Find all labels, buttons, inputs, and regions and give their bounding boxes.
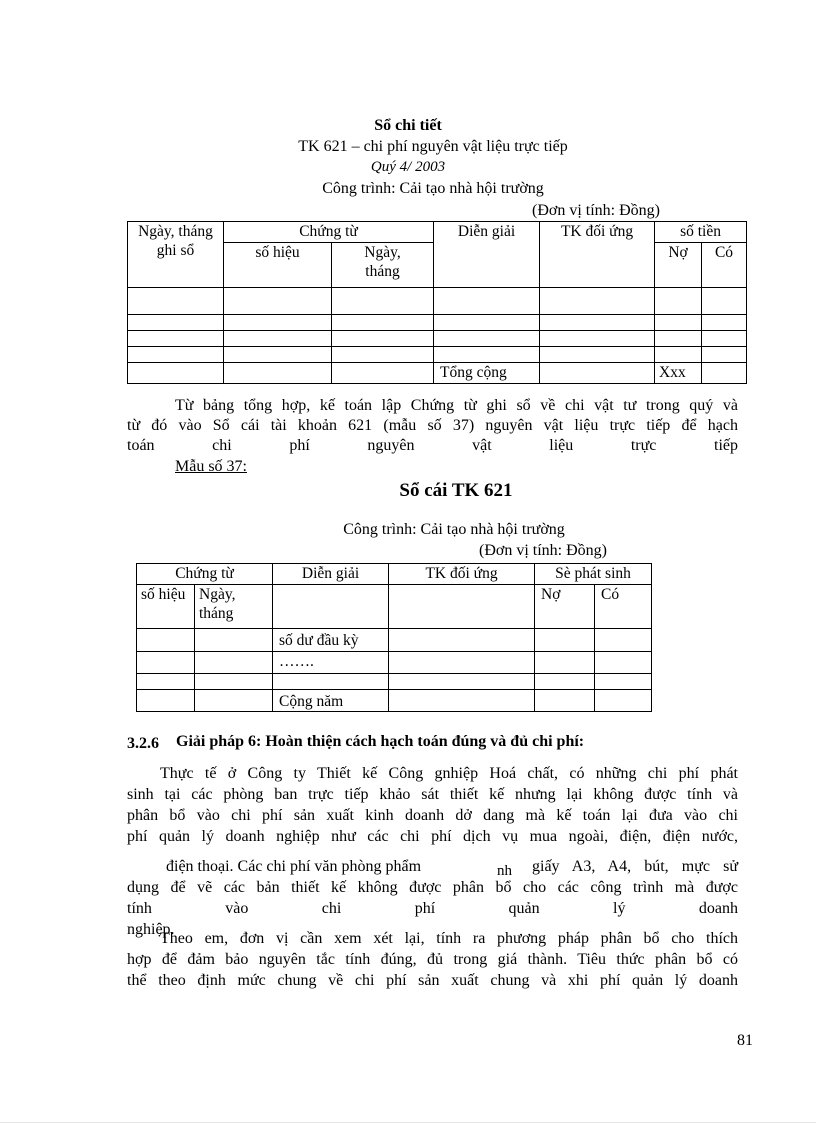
intro-line-2: từ đó vào Sổ cái tài khoản 621 (mẫu số 37) nguyên vật liệu trực tiếp để hạch: [127, 417, 738, 434]
table-row: [137, 674, 652, 690]
header-description: Diễn giải: [434, 222, 540, 288]
table-row: [137, 652, 652, 674]
table-row: [137, 690, 652, 712]
p3-line-1: Theo em, đơn vị cần xem xét lại, tính ra phương pháp phân bổ cho thích: [160, 930, 738, 947]
header-date-post: Ngày, tháng ghi sổ: [128, 222, 224, 288]
page-number: 81: [737, 1032, 753, 1049]
table-row: [128, 315, 747, 331]
header-credit: Có: [702, 243, 747, 288]
header-voucher: Chứng từ: [224, 222, 434, 243]
intro-line-3: toán chi phí nguyên vật liệu trực tiếp: [127, 437, 738, 454]
ledger-header-account: TK đối ứng: [389, 564, 535, 585]
detail-unit: (Đơn vị tính: Đồng): [532, 202, 661, 219]
detail-subtitle: TK 621 – chi phí nguyên vật liệu trực tiếp: [298, 138, 568, 155]
p1-line-2: sinh tại các phòng ban trực tiếp khảo sát thiết kế nhưng lại không được tính và: [127, 786, 738, 803]
p3-line-3: thể theo định mức chung về chi phí sản xuất chung và xhi phí quản lý doanh: [127, 972, 738, 989]
detail-project: Công trình: Cải tạo nhà hội trường: [322, 180, 544, 197]
p2-line-3: tính vào chi phí quản lý doanh nghiệp.: [127, 900, 738, 938]
ledger-header-credit: Có: [595, 585, 652, 629]
ledger-header-voucher: Chứng từ: [137, 564, 273, 585]
detail-title: Sổ chi tiết: [374, 117, 442, 134]
form-label: Mẫu số 37:: [175, 458, 247, 475]
p1-line-4: phí quản lý doanh nghiệp như các chi phí dịch vụ mua ngoài, điện, điện nước,: [127, 828, 738, 845]
total-label: Tổng cộng: [434, 363, 540, 384]
section-number: 3.2.6: [127, 735, 159, 752]
header-debit: Nợ: [655, 243, 702, 288]
detail-table: [127, 221, 747, 384]
table-row: [128, 347, 747, 363]
p1-line-1: Thực tế ở Công ty Thiết kế Công gnhiệp Hoá chất, có những chi phí phát: [160, 765, 738, 782]
header-date: Ngày, tháng: [332, 243, 434, 288]
p2-line-1a: điện thoại. Các chi phí văn phòng phẩm: [166, 858, 422, 875]
header-amount: số tiền: [655, 222, 747, 243]
ledger-row-label: [273, 674, 389, 690]
table-row: [137, 629, 652, 652]
detail-quarter: Quý 4/ 2003: [370, 159, 446, 175]
p3-line-2: hợp để đảm bảo nguyên tắc tính đúng, đủ trong giá thành. Tiêu thức phân bổ có: [127, 951, 738, 968]
ledger-title: Sổ cái TK 621: [399, 480, 513, 501]
section-title: Giải pháp 6: Hoàn thiện cách hạch toán đúng và đủ chi phí:: [176, 733, 585, 750]
table-row: [128, 331, 747, 347]
ledger-header-description: Diễn giải: [273, 564, 389, 585]
table-row: [128, 288, 747, 315]
ledger-row-label: Cộng năm: [273, 690, 389, 712]
p2-subscript: nh: [497, 863, 512, 879]
header-account: TK đối ứng: [540, 222, 655, 288]
ledger-table: [136, 563, 652, 712]
ledger-header-date: Ngày, tháng: [195, 585, 273, 629]
total-debit: Xxx: [655, 363, 702, 384]
ledger-header-number: số hiệu: [137, 585, 195, 629]
ledger-row-label: số dư đầu kỳ: [273, 629, 389, 652]
intro-line-1: Từ bảng tổng hợp, kế toán lập Chứng từ ghi sổ về chi vật tư trong quý và: [175, 397, 738, 414]
ledger-header-debit: Nợ: [535, 585, 595, 629]
ledger-header-arising: Sè phát sinh: [535, 564, 652, 585]
p2-line-1b: giấy A3, A4, bút, mực sử: [532, 858, 738, 875]
ledger-row-label: …….: [273, 652, 389, 674]
header-number: số hiệu: [224, 243, 332, 288]
p1-line-3: phân bổ vào chi phí sản xuất kinh doanh dở dang mà kế toán lại đưa vào chi: [127, 807, 738, 824]
total-row: [128, 363, 747, 384]
ledger-project: Công trình: Cải tạo nhà hội trường: [343, 521, 565, 538]
ledger-unit: (Đơn vị tính: Đồng): [479, 542, 608, 559]
p2-line-2: dụng để vẽ các bản thiết kế không được phân bổ cho các công trình mà được: [127, 879, 738, 896]
